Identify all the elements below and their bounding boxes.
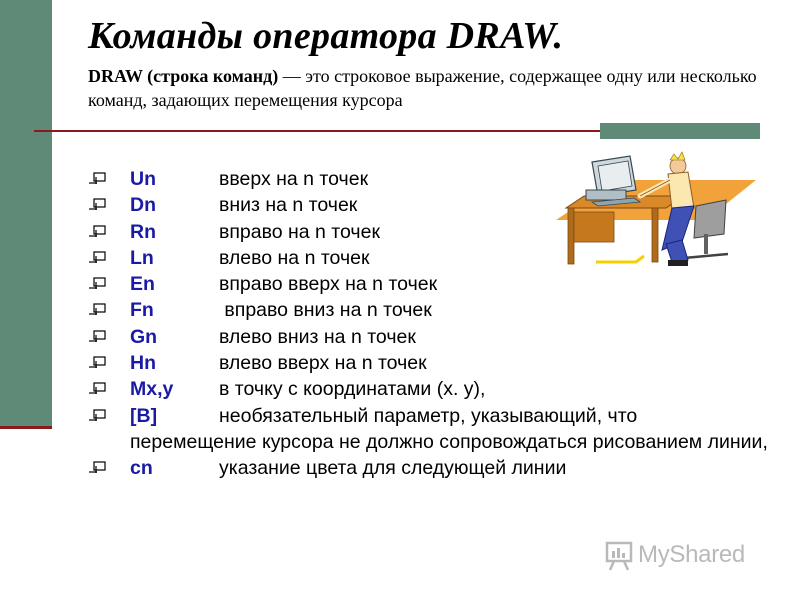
command-code: Mx,y [130,378,174,401]
command-code: Gn [130,325,158,348]
command-description: вправо вверх на n точек [219,273,438,296]
command-description [88,403,788,455]
bullet-icon [88,197,112,213]
list-item [88,245,788,271]
subtitle-definition: — это строковое выражение, содержащее одну или несколько команд, задающих перемещения курсора [88,66,757,110]
watermark-logo [604,538,745,572]
list-item [88,403,788,455]
list-item [88,376,788,402]
command-code: En [130,273,155,296]
command-list [88,166,788,481]
command-description: указание цвета для следующей линии [219,456,567,479]
presentation-board-icon [604,539,634,571]
command-code: cn [130,456,153,479]
subtitle-term: DRAW (строка команд) [88,66,279,86]
bullet-icon [88,171,112,187]
command-description: влево на n точек [219,246,370,269]
bullet-icon [88,302,112,318]
command-code: Hn [130,352,156,375]
command-code: Ln [130,246,154,269]
watermark-text: MyShared [638,541,745,568]
bullet-icon [88,408,112,424]
command-description-line1: необязательный параметр, указывающий, что [219,404,638,427]
list-item [88,271,788,297]
command-description: в точку с координатами (x. y), [219,378,486,401]
bullet-icon [88,250,112,266]
bullet-icon [88,355,112,371]
command-description: влево вверх на n точек [219,352,427,375]
list-item [88,166,788,192]
command-code: Fn [130,299,154,322]
bullet-icon [88,460,112,476]
bullet-icon [88,276,112,292]
command-description-continued: перемещение курсора не должно сопровождаться рисованием линии, [130,430,768,453]
command-description: вверх на n точек [219,168,369,190]
command-code: Rn [130,220,156,243]
list-item [88,455,788,481]
bullet-icon [88,224,112,240]
bullet-icon [88,329,112,345]
command-code: [B] [130,404,158,427]
header-divider-accent [600,123,760,139]
slide-subtitle [88,64,768,112]
command-code: Un [130,168,156,190]
left-decor-bar [0,0,52,428]
command-code: Dn [130,194,156,217]
list-item [88,192,788,218]
list-item [88,297,788,323]
list-item [88,219,788,245]
command-description: влево вниз на n точек [219,325,416,348]
list-item [88,350,788,376]
command-description: вправо на n точек [219,220,380,243]
list-item [88,324,788,350]
left-decor-bar-edge [0,426,52,429]
slide-title: Команды оператора DRAW. [88,15,564,57]
bullet-icon [88,381,112,397]
command-description: вниз на n точек [219,194,358,217]
command-description: вправо вниз на n точек [219,299,432,322]
